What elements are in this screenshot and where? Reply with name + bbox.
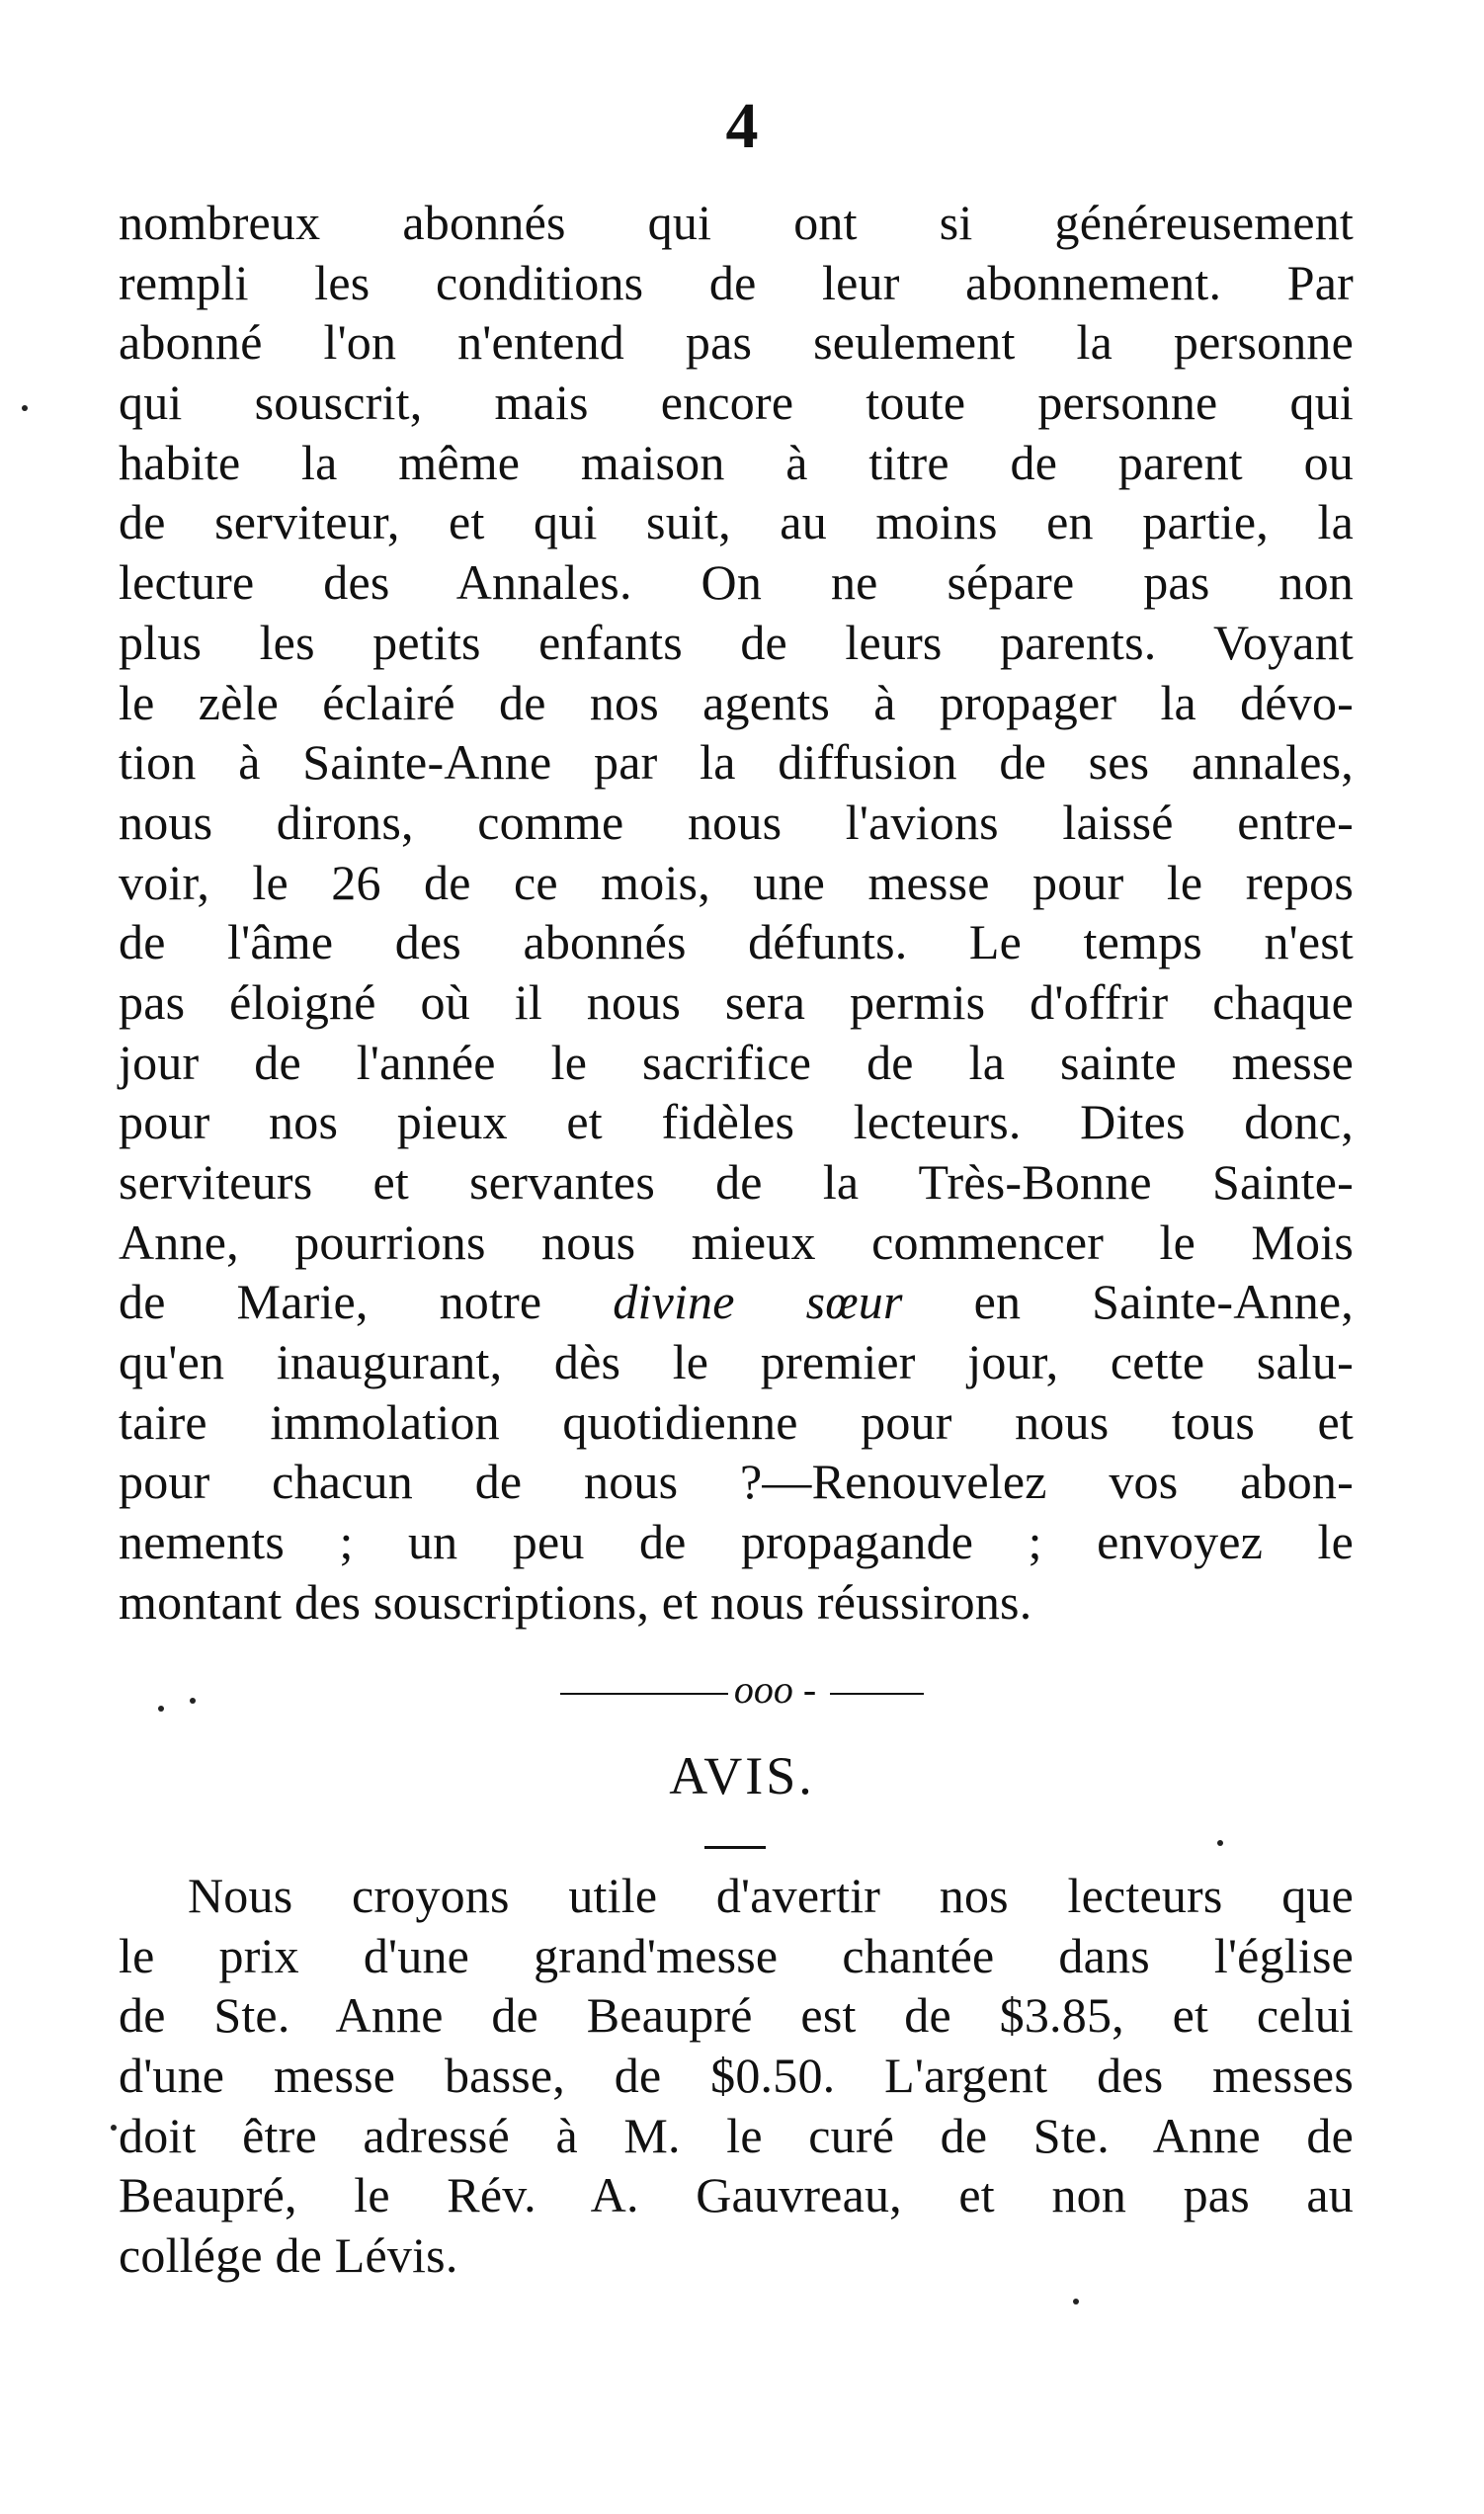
- text-line: doit être adressé à M. le curé de Ste. Anne de: [119, 2107, 1354, 2163]
- text-line: collége de Lévis.: [119, 2227, 458, 2284]
- text-line: lecture des Annales. On ne sépare pas non: [119, 554, 1354, 611]
- text-line: pour nos pieux et fidèles lecteurs. Dites donc,: [119, 1094, 1354, 1150]
- text-line-with-italic: [119, 1272, 1354, 1332]
- text-line: de serviteur, et qui suit, au moins en partie, la: [119, 494, 1354, 550]
- text-line: voir, le 26 de ce mois, une messe pour le repos: [119, 854, 1354, 910]
- notice-heading: AVIS.: [669, 1746, 815, 1805]
- text-line: de Ste. Anne de Beaupré est de $3.85, et celui: [119, 1987, 1354, 2044]
- separator-rule: [830, 1693, 924, 1695]
- italic-phrase: divine sœur: [613, 1274, 903, 1330]
- print-speck: [1073, 2299, 1079, 2304]
- print-speck: [111, 2125, 117, 2131]
- text-line: d'une messe basse, de $0.50. L'argent des messes: [119, 2048, 1354, 2104]
- text-line: tion à Sainte-Anne par la diffusion de ses annales,: [119, 734, 1354, 791]
- text-line: montant des souscriptions, et nous réussirons.: [119, 1573, 1032, 1630]
- line-segment: en Sainte-Anne,: [902, 1274, 1354, 1330]
- text-line: de l'âme des abonnés défunts. Le temps n'est: [119, 914, 1354, 970]
- text-line: Nous croyons utile d'avertir nos lecteurs que: [188, 1868, 1354, 1923]
- text-line: plus les petits enfants de leurs parents. Voyant: [119, 614, 1354, 670]
- text-line: nombreux abonnés qui ont si généreusement: [119, 195, 1354, 250]
- text-line: pour chacun de nous ?—Renouvelez vos abon-: [119, 1454, 1354, 1510]
- text-line: qu'en inaugurant, dès le premier jour, cette salu-: [119, 1334, 1354, 1390]
- page-number: 4: [725, 90, 759, 162]
- separator-rule: [560, 1693, 728, 1695]
- text-line: le zèle éclairé de nos agents à propager la dévo-: [119, 674, 1354, 730]
- print-speck: [158, 1706, 164, 1712]
- heading-rule: [704, 1846, 766, 1849]
- section-separator: [0, 1667, 1484, 1712]
- text-line: abonné l'on n'entend pas seulement la personne: [119, 314, 1354, 371]
- paragraph-subscribers: [119, 193, 1354, 1633]
- text-line: taire immolation quotidienne pour nous tous et: [119, 1393, 1354, 1450]
- line-segment: de Marie, notre: [119, 1274, 614, 1330]
- text-line: nous dirons, comme nous l'avions laissé entre-: [119, 794, 1354, 850]
- text-line: Beaupré, le Rév. A. Gauvreau, et non pas au: [119, 2167, 1354, 2223]
- text-line: habite la même maison à titre de parent ou: [119, 434, 1354, 490]
- text-line: le prix d'une grand'messe chantée dans l'église: [119, 1927, 1354, 1983]
- print-speck: [22, 405, 28, 411]
- paragraph-notice: [119, 1866, 1354, 2286]
- text-line: serviteurs et servantes de la Très-Bonne Sainte-: [119, 1154, 1354, 1210]
- text-line: pas éloigné où il nous sera permis d'offrir chaque: [119, 973, 1354, 1030]
- separator-ornament: ooo -: [733, 1667, 817, 1712]
- text-line: jour de l'année le sacrifice de la sainte messe: [119, 1034, 1354, 1090]
- text-line: nements ; un peu de propagande ; envoyez le: [119, 1514, 1354, 1570]
- text-line: Anne, pourrions nous mieux commencer le Mois: [119, 1214, 1354, 1270]
- print-speck: [1217, 1840, 1223, 1846]
- text-line: rempli les conditions de leur abonnement. Par: [119, 254, 1354, 310]
- print-speck: [190, 1698, 196, 1704]
- text-line: qui souscrit, mais encore toute personne qui: [119, 375, 1354, 431]
